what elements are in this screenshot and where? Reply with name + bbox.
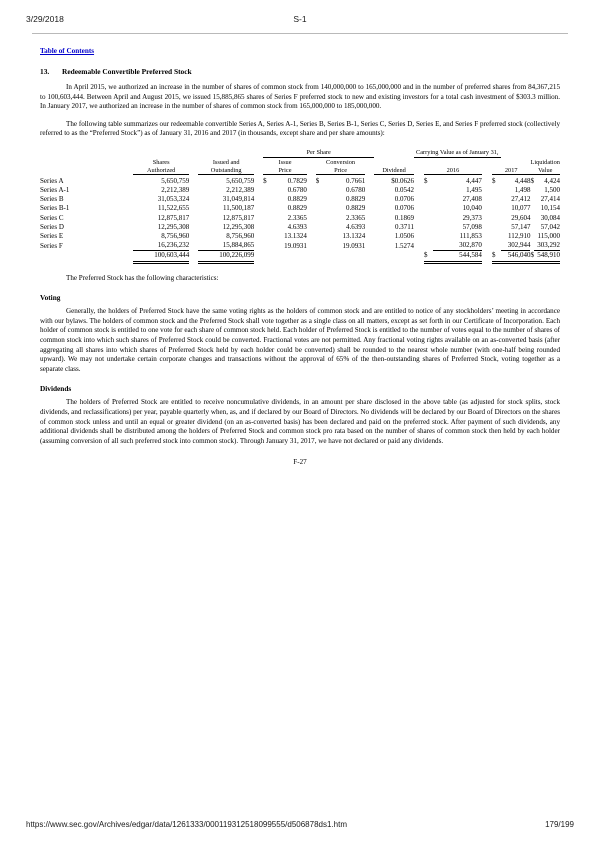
cell-issue-price-currency xyxy=(263,223,271,232)
cell-issue-price: 0.8829 xyxy=(287,195,307,204)
column-spacer xyxy=(124,214,133,223)
table-row xyxy=(40,186,560,195)
column-spacer xyxy=(482,251,492,262)
cell-issue-price: 0.8829 xyxy=(287,204,307,213)
cell-total-carrying-2017-currency: $ xyxy=(492,251,501,262)
column-spacer xyxy=(124,223,133,232)
cell-issue-price-currency xyxy=(263,214,271,223)
column-spacer xyxy=(414,177,424,186)
browser-print-header xyxy=(0,14,600,30)
column-spacer xyxy=(254,223,263,232)
col-conversion-price-l2: Price xyxy=(316,167,366,175)
cell-issue-price-currency xyxy=(263,204,271,213)
column-spacer xyxy=(482,177,492,186)
cell-carrying-2016-currency xyxy=(424,186,433,195)
cell-conversion-price: 0.8829 xyxy=(346,204,366,213)
column-spacer xyxy=(254,251,263,262)
cell-liquidation-value: 57,042 xyxy=(540,222,560,231)
cell-total-issue-price xyxy=(271,251,307,262)
characteristics-paragraph: The Preferred Stock has the following characteristics: xyxy=(66,273,219,282)
cell-carrying-2017-currency xyxy=(492,186,501,195)
column-spacer xyxy=(365,186,374,195)
column-spacer xyxy=(124,251,133,262)
column-spacer xyxy=(414,214,424,223)
column-spacer xyxy=(254,241,263,251)
cell-shares-authorized: 12,875,817 xyxy=(157,213,190,222)
cell-shares-authorized: 2,212,389 xyxy=(161,185,190,194)
cell-issued-outstanding: 11,500,187 xyxy=(223,204,255,213)
section-number: 13. xyxy=(40,67,50,76)
col-issued-outstanding-l2: Outstanding xyxy=(198,167,254,175)
voting-heading: Voting xyxy=(40,293,61,303)
cell-issue-price: 0.7829 xyxy=(287,176,307,185)
cell-conversion-price: 4.6393 xyxy=(346,222,366,231)
cell-carrying-2016: 1,495 xyxy=(466,185,482,194)
cell-series: Series D xyxy=(40,222,64,231)
column-spacer xyxy=(189,195,198,204)
cell-liquidation-value: 4,424 xyxy=(544,176,560,185)
cell-issue-price-currency xyxy=(263,195,271,204)
col-issue-price-l1: Issue xyxy=(278,159,292,167)
column-spacer xyxy=(482,195,492,204)
column-spacer xyxy=(189,204,198,213)
table-column-header-row-2 xyxy=(40,167,560,175)
cell-carrying-2016-currency xyxy=(424,204,433,213)
cell-carrying-2017: 302,944 xyxy=(501,241,531,251)
page-folio: F-27 xyxy=(293,458,307,467)
cell-carrying-2016: 29,373 xyxy=(462,213,482,222)
cell-shares-authorized: 8,756,960 xyxy=(161,231,190,240)
column-spacer xyxy=(414,232,424,241)
cell-total-issue-price-currency xyxy=(263,251,271,262)
cell-issue-price-currency xyxy=(263,241,271,251)
cell-conversion-price-currency xyxy=(316,241,324,251)
cell-total-carrying-2016: 544,584 xyxy=(433,251,482,262)
cell-carrying-2016: 4,447 xyxy=(466,176,482,185)
cell-carrying-2017-currency xyxy=(492,232,501,241)
column-spacer xyxy=(482,186,492,195)
col-shares-authorized-l1: Shares xyxy=(152,159,170,167)
column-spacer xyxy=(365,232,374,241)
col-carrying-2016-l1 xyxy=(424,159,482,167)
cell-carrying-2016: 27,408 xyxy=(462,195,482,204)
cell-carrying-2017-currency xyxy=(492,204,501,213)
column-spacer xyxy=(189,232,198,241)
column-spacer xyxy=(254,177,263,186)
cell-conversion-price-currency xyxy=(316,186,324,195)
cell-carrying-2016-currency xyxy=(424,223,433,232)
table-total-row xyxy=(40,251,560,262)
column-spacer xyxy=(189,223,198,232)
cell-issued-outstanding: 12,875,817 xyxy=(222,213,255,222)
cell-total-liquidation-currency: $ xyxy=(530,251,534,262)
table-row xyxy=(40,214,560,223)
cell-carrying-2016-currency xyxy=(424,241,433,251)
cell-dividend: 1.5274 xyxy=(394,241,414,250)
cell-liquidation-currency: $ xyxy=(530,176,534,185)
column-spacer xyxy=(189,241,198,251)
cell-carrying-2017: 57,147 xyxy=(511,222,531,231)
cell-issue-price: 13.1324 xyxy=(284,231,307,240)
column-spacer xyxy=(189,251,198,262)
col-liquidation-l2: Value xyxy=(530,167,560,175)
cell-carrying-2016: 111,853 xyxy=(459,231,482,240)
column-spacer xyxy=(124,241,133,251)
col-carrying-2017-l1 xyxy=(492,159,531,167)
print-date: 3/29/2018 xyxy=(26,14,64,24)
cell-dividend: 0.0706 xyxy=(394,204,414,213)
column-spacer xyxy=(307,232,316,241)
cell-series: Series B-1 xyxy=(40,204,70,213)
column-spacer xyxy=(189,214,198,223)
table-row xyxy=(40,241,560,251)
cell-series: Series C xyxy=(40,213,64,222)
cell-total-issued-outstanding: 100,226,099 xyxy=(198,251,254,262)
page-number: 179/199 xyxy=(545,820,574,829)
cell-dividend: 0.0542 xyxy=(394,185,414,194)
column-spacer xyxy=(414,204,424,213)
column-spacer xyxy=(307,214,316,223)
column-spacer xyxy=(482,214,492,223)
table-row xyxy=(40,223,560,232)
group-header-carrying-value: Carrying Value as of January 31, xyxy=(414,149,501,157)
cell-carrying-2017: 1,498 xyxy=(514,185,531,194)
col-shares-authorized-l2: Authorized xyxy=(133,167,189,175)
group-header-per-share: Per Share xyxy=(263,149,374,157)
col-dividend-l2: Dividend xyxy=(374,167,414,175)
col-issued-outstanding-l1: Issued and xyxy=(212,159,240,167)
cell-carrying-2016: 302,870 xyxy=(433,241,482,251)
column-spacer xyxy=(307,223,316,232)
col-carrying-2016-l2: 2016 xyxy=(424,167,482,175)
table-body xyxy=(40,177,560,262)
column-spacer xyxy=(365,241,374,251)
cell-carrying-2016-currency xyxy=(424,195,433,204)
table-row xyxy=(40,232,560,241)
cell-issue-price: 0.6780 xyxy=(287,185,307,194)
column-spacer xyxy=(414,241,424,251)
column-spacer xyxy=(365,204,374,213)
cell-conversion-price: 13.1324 xyxy=(342,231,366,240)
cell-conversion-price-currency xyxy=(316,195,324,204)
column-spacer xyxy=(307,204,316,213)
column-spacer xyxy=(307,177,316,186)
cell-issued-outstanding: 8,756,960 xyxy=(226,231,255,240)
cell-carrying-2016-currency: $ xyxy=(424,176,428,185)
column-spacer xyxy=(254,232,263,241)
cell-issued-outstanding: 2,212,389 xyxy=(226,185,255,194)
cell-carrying-2017-currency xyxy=(492,214,501,223)
table-group-header-row xyxy=(40,149,560,157)
preferred-stock-table xyxy=(40,149,560,264)
dividends-paragraph: The holders of Preferred Stock are entitled to receive noncumulative dividends, in an amount per share disclosed in the above table (as adjusted for stock splits, stock dividends, and reclassifications) per year, payable quarterly when, as, and if declared by our Board of Directors. No dividends will be declared by our Board of Directors on the shares of common stock unless and until an equal or greater dividend (on an as-converted basis) has been declared and paid on the preferred stock. After payment of such dividends, any additional dividends shall be distributed among the holders of Preferred Stock and common stock pro rata based on the number of shares of common stock then held by each holder (assuming conversion of all such preferred stock into common stock). Through January 31, 2017, we have not declared or paid any dividends. xyxy=(40,398,560,445)
header-divider xyxy=(32,33,568,34)
cell-issue-price: 2.3365 xyxy=(287,213,307,222)
cell-issued-outstanding: 31,049,814 xyxy=(222,195,255,204)
column-spacer xyxy=(414,186,424,195)
cell-total-conversion-price-currency xyxy=(316,251,324,262)
column-spacer xyxy=(124,177,133,186)
preferred-stock-table-wrapper xyxy=(40,149,560,264)
column-spacer xyxy=(124,232,133,241)
column-spacer xyxy=(414,195,424,204)
column-spacer xyxy=(124,186,133,195)
cell-carrying-2017-currency xyxy=(492,241,501,251)
column-spacer xyxy=(124,195,133,204)
table-of-contents-link[interactable]: Table of Contents xyxy=(40,47,95,55)
cell-carrying-2017-currency xyxy=(492,195,501,204)
voting-paragraph: Generally, the holders of Preferred Stock have the same voting rights as the holders of common stock and are entitled to notice of any stockholders’ meeting in accordance with our bylaws. The holders of common stock and the Preferred Stock shall vote together as a single class on all matters, except as set forth in our Certificate of Incorporation. Each holder of common stock is entitled to one vote for each share of common stock held. Each holder of Preferred Stock is entitled to the number of votes equal to the number of shares of common stock into which such shares of Preferred Stock could be converted. Fractional votes are not permitted. Any fractional voting rights available on an as-converted basis (after aggregating all shares into which shares of Preferred Stock held by each holder could be converted) shall be rounded to the nearest whole number (with one-half being rounded upward). We may not undertake certain corporate changes and transactions without the approval of 65% of the then-outstanding shares of Preferred Stock, voting together as a separate class. xyxy=(40,307,560,373)
cell-conversion-price: 2.3365 xyxy=(346,213,366,222)
cell-total-dividend xyxy=(374,251,414,262)
column-spacer xyxy=(414,223,424,232)
table-column-header-row-1 xyxy=(40,159,560,167)
group-header-liquidation-spacer xyxy=(530,149,534,157)
cell-shares-authorized: 31,053,324 xyxy=(157,195,190,204)
column-spacer xyxy=(307,195,316,204)
cell-carrying-2017: 112,910 xyxy=(507,231,531,240)
cell-shares-authorized: 5,650,759 xyxy=(161,176,190,185)
column-spacer xyxy=(365,251,374,262)
cell-liquidation-value: 115,000 xyxy=(537,231,560,240)
column-spacer xyxy=(307,186,316,195)
column-spacer xyxy=(254,204,263,213)
section-heading xyxy=(40,67,560,76)
column-spacer xyxy=(124,204,133,213)
table-row xyxy=(40,195,560,204)
col-dividend-l1 xyxy=(374,159,414,167)
col-liquidation-l1: Liquidation xyxy=(530,159,560,167)
col-issue-price-l2: Price xyxy=(263,167,307,175)
source-url: https://www.sec.gov/Archives/edgar/data/1261333/000119312518099555/d506878ds1.htm xyxy=(26,820,347,829)
cell-liquidation-value: 30,084 xyxy=(540,213,560,222)
cell-carrying-2017-currency xyxy=(492,223,501,232)
cell-shares-authorized: 16,236,232 xyxy=(133,241,189,251)
column-spacer xyxy=(307,251,316,262)
column-spacer xyxy=(254,214,263,223)
cell-issue-price-currency: $ xyxy=(263,176,267,185)
cell-carrying-2016-currency xyxy=(424,232,433,241)
cell-issued-outstanding: 15,884,865 xyxy=(198,241,254,251)
cell-dividend: 0.0706 xyxy=(394,195,414,204)
cell-issued-outstanding: 12,295,308 xyxy=(222,222,255,231)
table-lead-in-paragraph: The following table summarizes our redeemable convertible Series A, Series A-1, Series B, Series B-1, Series C, Series D, Series E, and Series F preferred stock (collectively referred to as the “Preferred Stock”) as of January 31, 2016 and 2017 (in thousands, except share and per share amounts): xyxy=(40,119,560,138)
column-spacer xyxy=(189,177,198,186)
browser-print-footer xyxy=(0,820,600,834)
dividends-heading: Dividends xyxy=(40,384,72,394)
column-spacer xyxy=(254,186,263,195)
table-row xyxy=(40,204,560,213)
cell-conversion-price: 19.0931 xyxy=(342,241,366,250)
cell-conversion-price-currency: $ xyxy=(315,176,320,185)
column-spacer xyxy=(365,223,374,232)
cell-issued-outstanding: 5,650,759 xyxy=(226,176,255,185)
intro-paragraph: In April 2015, we authorized an increase in the number of shares of common stock from 140,000,000 to 165,000,000 and in the number of preferred shares from 84,367,215 to 100,603,444. Between April and August 2015, we issued 15,885,865 shares of Series F preferred stock to new and existing investors for a total cash investment of $303.3 million. In January 2017, we authorized an increase in the number of shares of common stock from 165,000,000 to 185,000,000. xyxy=(40,83,560,111)
col-conversion-price-l1: Conversion xyxy=(326,159,356,167)
cell-conversion-price: 0.6780 xyxy=(346,185,366,194)
column-spacer xyxy=(482,223,492,232)
column-spacer xyxy=(307,241,316,251)
cell-issue-price: 19.0931 xyxy=(284,241,307,250)
cell-carrying-2017: 29,604 xyxy=(511,213,531,222)
cell-total-carrying-2017: 546,040 xyxy=(501,251,531,262)
cell-series: Series A-1 xyxy=(40,185,70,194)
column-spacer xyxy=(482,204,492,213)
cell-total-liquidation-value: 548,910 xyxy=(534,251,560,262)
cell-dividend: 0.3711 xyxy=(394,222,414,231)
cell-carrying-2017: 10,077 xyxy=(511,204,531,213)
cell-total-conversion-price xyxy=(323,251,365,262)
cell-liquidation-value: 27,414 xyxy=(540,195,560,204)
cell-liquidation-value: 10,154 xyxy=(540,204,560,213)
cell-issue-price: 4.6393 xyxy=(287,222,307,231)
column-spacer xyxy=(365,177,374,186)
col-carrying-2017-l2: 2017 xyxy=(492,167,531,175)
cell-series: Series B xyxy=(40,195,64,204)
column-spacer xyxy=(365,214,374,223)
column-spacer xyxy=(482,232,492,241)
cell-carrying-2016: 10,040 xyxy=(462,204,482,213)
cell-carrying-2016-currency xyxy=(424,214,433,223)
column-spacer xyxy=(482,241,492,251)
cell-total-shares-authorized: 100,603,444 xyxy=(133,251,189,262)
cell-conversion-price: 0.7661 xyxy=(346,176,366,185)
cell-series: Series A xyxy=(40,176,64,185)
cell-conversion-price-currency xyxy=(316,204,324,213)
cell-total-carrying-2016-currency: $ xyxy=(424,251,433,262)
cell-dividend: 1.0506 xyxy=(394,231,414,240)
cell-conversion-price-currency xyxy=(316,232,324,241)
cell-issue-price-currency xyxy=(263,186,271,195)
cell-carrying-2017-currency: $ xyxy=(491,176,496,185)
document-page xyxy=(0,40,600,466)
column-spacer xyxy=(254,195,263,204)
cell-liquidation-value: 1,500 xyxy=(544,185,560,194)
cell-carrying-2017: 4,448 xyxy=(514,176,531,185)
cell-conversion-price: 0.8829 xyxy=(346,195,366,204)
cell-series: Series F xyxy=(40,241,63,250)
column-spacer xyxy=(189,186,198,195)
cell-dividend: 0.1869 xyxy=(394,213,414,222)
cell-series: Series E xyxy=(40,231,64,240)
cell-liquidation-value: 303,292 xyxy=(534,241,560,251)
cell-conversion-price-currency xyxy=(316,223,324,232)
column-spacer xyxy=(414,251,424,262)
table-row xyxy=(40,177,560,186)
section-title: Redeemable Convertible Preferred Stock xyxy=(62,67,192,76)
cell-carrying-2016: 57,098 xyxy=(462,222,482,231)
cell-carrying-2017: 27,412 xyxy=(511,195,531,204)
cell-issue-price-currency xyxy=(263,232,271,241)
cell-total-label xyxy=(40,251,124,262)
column-spacer xyxy=(365,195,374,204)
cell-dividend: $0.0626 xyxy=(391,176,414,185)
cell-conversion-price-currency xyxy=(316,214,324,223)
cell-shares-authorized: 11,522,655 xyxy=(158,204,190,213)
print-document-title: S-1 xyxy=(293,14,307,24)
cell-shares-authorized: 12,295,308 xyxy=(157,222,190,231)
